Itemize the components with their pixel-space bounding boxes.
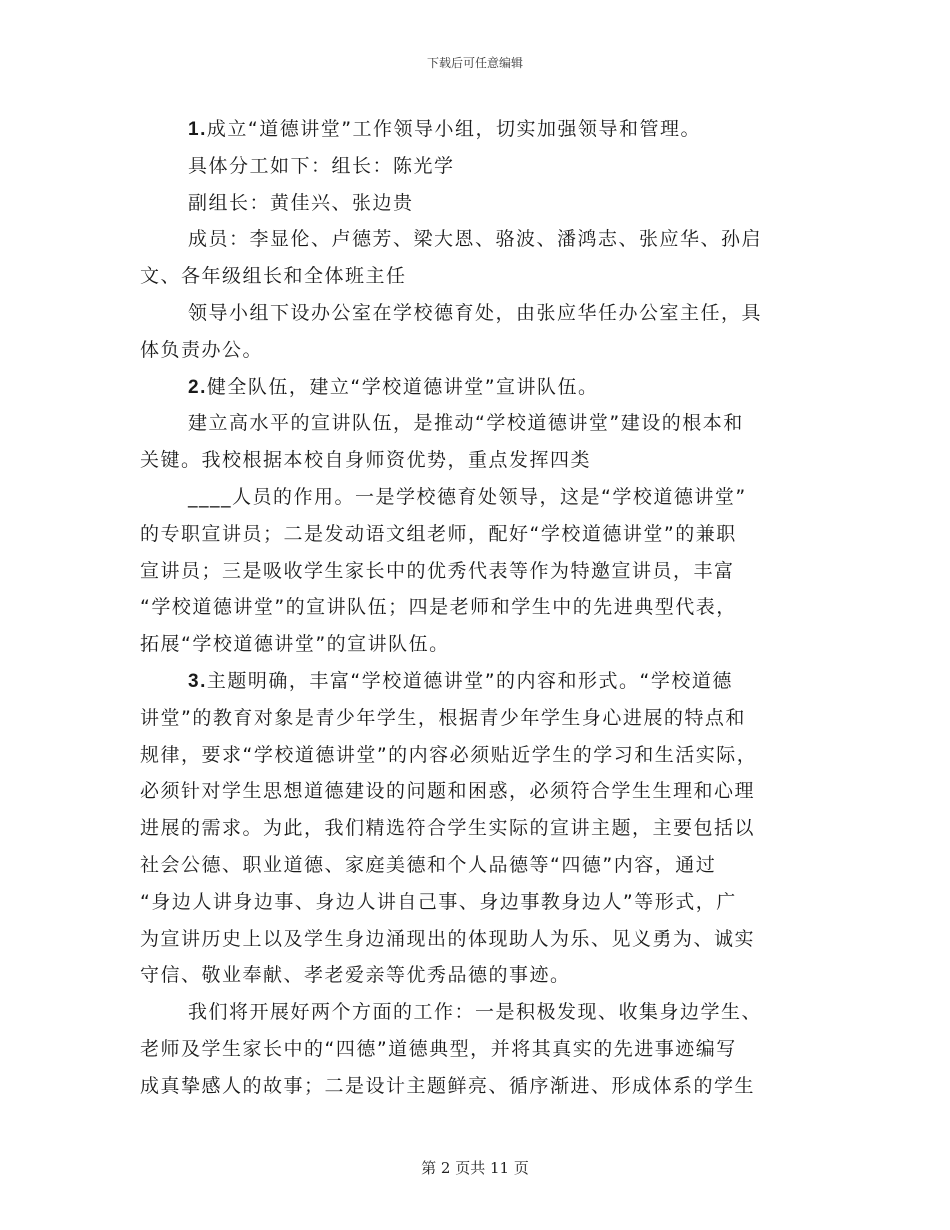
text-line: [140, 773, 800, 810]
line-text: 宣讲员；三是吸收学生家长中的优秀代表等作为特邀宣讲员，丰富: [140, 559, 735, 582]
text-line: [140, 663, 800, 700]
line-text: 主题明确，丰富“学校道德讲堂”的内容和形式。“学校道德: [206, 669, 733, 692]
section-number: 1.: [188, 119, 207, 140]
text-line: [140, 479, 800, 516]
text-line: [140, 1031, 800, 1068]
text-line: [140, 111, 800, 148]
line-text: 建立高水平的宣讲队伍，是推动“学校道德讲堂”建设的根本和: [188, 412, 744, 435]
text-line: [140, 626, 800, 663]
text-line: [140, 921, 800, 958]
line-text: 我们将开展好两个方面的工作：一是积极发现、收集身边学生、: [188, 1001, 763, 1024]
text-line: [140, 405, 800, 442]
text-line: [140, 258, 800, 295]
line-text: 的专职宣讲员；二是发动语文组老师，配好“学校道德讲堂”的兼职: [140, 522, 737, 545]
line-text: 成立“道德讲堂”工作领导小组，切实加强领导和管理。: [206, 118, 702, 140]
line-text: 进展的需求。为此，我们精选符合学生实际的宣讲主题，主要包括以: [140, 817, 756, 840]
text-line: [140, 737, 800, 774]
text-line: [140, 295, 800, 332]
text-line: [140, 221, 800, 258]
text-line: [140, 516, 800, 553]
text-line: [140, 369, 800, 406]
line-text: 健全队伍，建立“学校道德讲堂”宣讲队伍。: [206, 375, 599, 398]
page-header: 下载后可任意编辑: [426, 56, 523, 70]
text-line: [140, 847, 800, 884]
text-line: [140, 700, 800, 737]
line-text: 关键。我校根据本校自身师资优势，重点发挥四类: [140, 449, 592, 472]
section-number: 3.: [188, 670, 207, 692]
text-line: [140, 148, 800, 185]
line-text: 必须针对学生思想道德建设的问题和困惑，必须符合学生生理和心理: [140, 780, 756, 803]
section-number: 2.: [188, 376, 207, 398]
text-line: [140, 994, 800, 1031]
line-text: 副组长：黄佳兴、张边贵: [188, 191, 414, 214]
line-text: 成真挚感人的故事；二是设计主题鲜亮、循序渐进、形成体系的学生: [140, 1074, 756, 1097]
line-text: 守信、敬业奉献、孝老爱亲等优秀品德的事迹。: [140, 964, 571, 987]
line-text: 具体分工如下：组长：陈光学: [188, 154, 455, 177]
line-text: 讲堂”的教育对象是青少年学生，根据青少年学生身心进展的特点和: [140, 706, 746, 729]
page-footer: 第 2 页共 11 页: [421, 1159, 529, 1177]
text-line: [140, 810, 800, 847]
text-line: [140, 957, 800, 994]
text-line: [140, 185, 800, 222]
line-text: ____人员的作用。一是学校德育处领导，这是“学校道德讲堂”: [188, 485, 747, 508]
line-text: 成员：李显伦、卢德芳、梁大恩、骆波、潘鸿志、张应华、孙启: [188, 228, 763, 251]
line-text: “身边人讲身边事、身边人讲自己事、身边事教身边人”等形式，广: [140, 890, 737, 913]
line-text: 社会公德、职业道德、家庭美德和个人品德等“四德”内容，通过: [140, 853, 717, 876]
document-body: [140, 111, 800, 1105]
line-text: 为宣讲历史上以及学生身边涌现出的体现助人为乐、见义勇为、诚实: [140, 927, 756, 950]
line-text: 规律，要求“学校道德讲堂”的内容必须贴近学生的学习和生活实际，: [140, 743, 758, 766]
line-text: 领导小组下设办公室在学校德育处，由张应华任办公室主任，具: [188, 301, 763, 324]
text-line: [140, 884, 800, 921]
line-text: 文、各年级组长和全体班主任: [140, 265, 407, 288]
text-line: [140, 589, 800, 626]
text-line: [140, 332, 800, 369]
line-text: 体负责办公。: [140, 338, 264, 361]
line-text: 拓展“学校道德讲堂”的宣讲队伍。: [140, 633, 450, 656]
text-line: [140, 553, 800, 590]
line-text: “学校道德讲堂”的宣讲队伍；四是老师和学生中的先进典型代表，: [140, 596, 737, 619]
text-line: [140, 442, 800, 479]
text-line: [140, 1068, 800, 1105]
line-text: 老师及学生家长中的“四德”道德典型，并将其真实的先进事迹编写: [140, 1037, 737, 1060]
